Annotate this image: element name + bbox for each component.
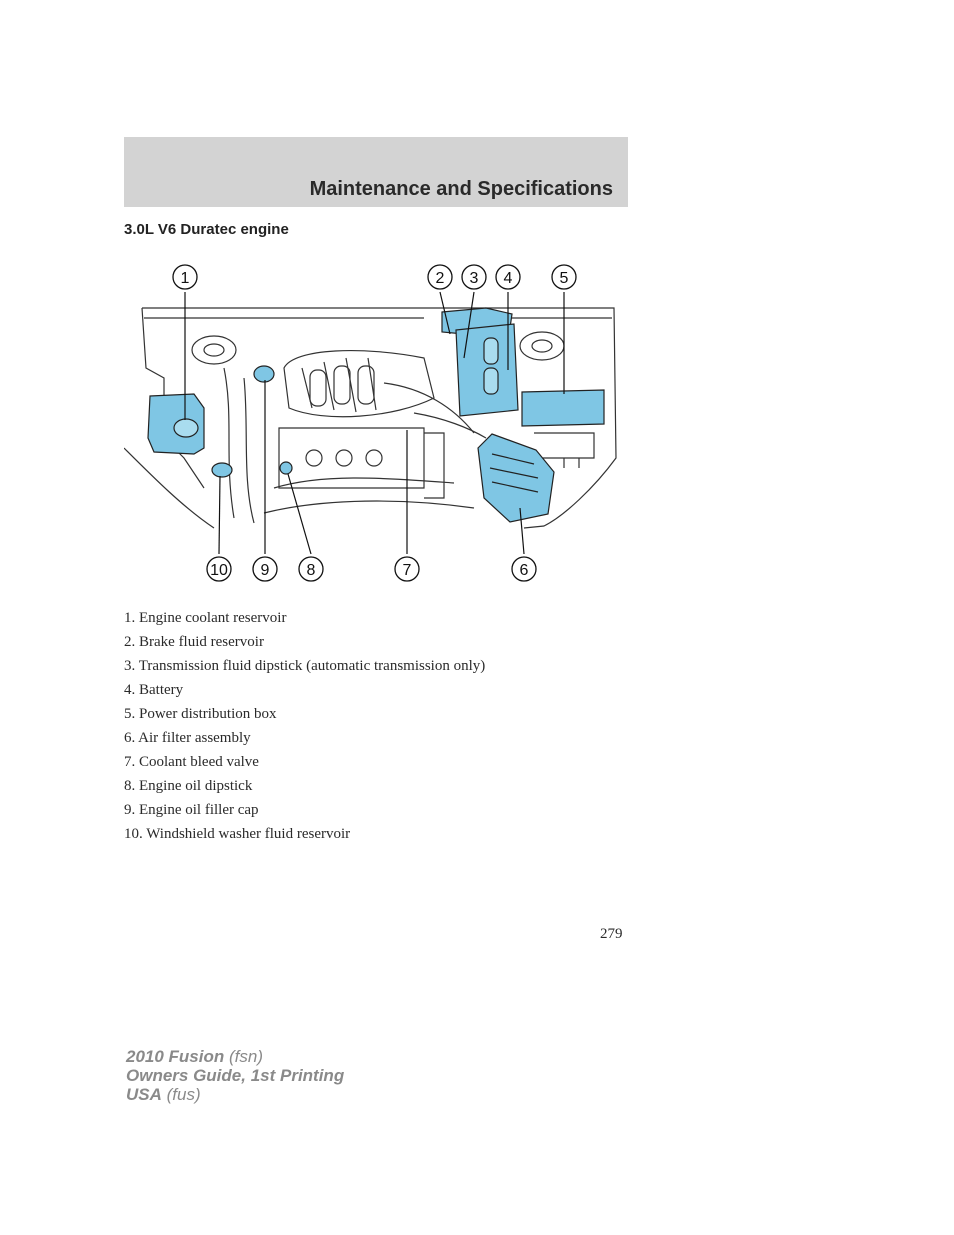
legend-item: 7. Coolant bleed valve — [124, 754, 259, 770]
engine-compartment-illustration — [124, 258, 620, 590]
component-legend — [124, 606, 485, 846]
footer-market: USA — [126, 1085, 162, 1104]
footer-market-code: (fus) — [166, 1085, 201, 1104]
footer — [126, 1047, 344, 1104]
callout-4: 4 — [503, 270, 513, 287]
page-number: 279 — [600, 926, 623, 942]
legend-item: 8. Engine oil dipstick — [124, 778, 253, 794]
callout-7: 7 — [402, 562, 412, 579]
legend-item: 9. Engine oil filler cap — [124, 802, 259, 818]
legend-item: 5. Power distribution box — [124, 706, 277, 722]
callout-2: 2 — [435, 270, 445, 287]
legend-item: 1. Engine coolant reservoir — [124, 610, 287, 626]
callout-5: 5 — [559, 270, 569, 287]
callout-3: 3 — [469, 270, 479, 287]
callout-9: 9 — [260, 562, 270, 579]
page-title: Maintenance and Specifications — [309, 178, 613, 200]
footer-edition: Owners Guide, 1st Printing — [126, 1066, 345, 1085]
header-band — [124, 137, 628, 207]
footer-line-3 — [126, 1085, 344, 1104]
legend-item: 2. Brake fluid reservoir — [124, 634, 264, 650]
engine-diagram — [124, 258, 620, 590]
callout-10: 10 — [210, 562, 228, 579]
legend-item: 10. Windshield washer fluid reservoir — [124, 826, 351, 842]
footer-model-code: (fsn) — [229, 1047, 263, 1066]
callout-6: 6 — [519, 562, 529, 579]
legend-item: 3. Transmission fluid dipstick (automatic transmission only) — [124, 658, 486, 674]
callout-8: 8 — [306, 562, 316, 579]
callout-1: 1 — [180, 270, 190, 287]
footer-model: 2010 Fusion — [126, 1047, 225, 1066]
footer-line-1 — [126, 1047, 344, 1066]
section-heading: 3.0L V6 Duratec engine — [124, 221, 289, 238]
footer-line-2 — [126, 1066, 344, 1085]
legend-item: 4. Battery — [124, 682, 184, 698]
legend-item: 6. Air filter assembly — [124, 730, 251, 746]
